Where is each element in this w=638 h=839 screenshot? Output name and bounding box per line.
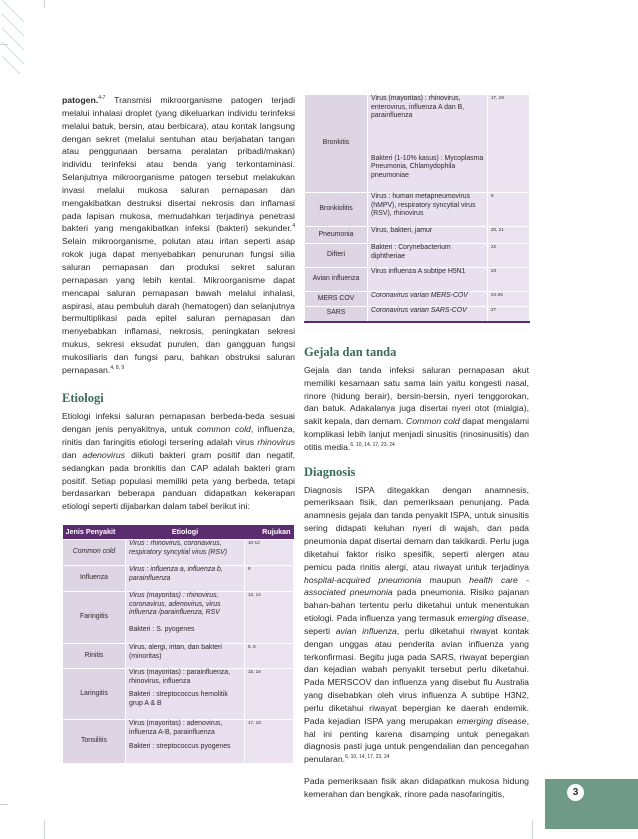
paragraph-text: Gejala dan tanda infeksi saluran pernapasan akut memiliki kesamaan satu sama lain yaitu kongesti nasal, rinore (hidung berair), bersin-bersin, nyeri tenggorokan, dan batuk. Adakalanya juga disertai nyeri otot (mialgia), sakit kepala, dan demam.	[304, 364, 529, 427]
page-number: 3	[567, 784, 584, 801]
citation: 6, 10, 14, 17, 23, 24	[350, 442, 395, 449]
reference-cell: 8	[488, 193, 530, 227]
term: emerging disease	[457, 613, 527, 624]
corner-decoration	[0, 0, 28, 100]
table-row	[305, 268, 530, 292]
crop-mark	[0, 804, 8, 805]
table-row	[305, 244, 530, 268]
term: rhinovirus	[257, 437, 295, 448]
paragraph-text: Transmisi mikroorganisme patogen terjadi melalui inhalasi droplet (yang dikeluarkan individu terinfeksi melalui batuk, bersin, atau berbicara), atau kontak langsung dengan sekret (melalui sentuhan atau berjabatan tangan atau penggunaan bersama peralatan pribadi/makan) individu terinfeksi atau benda yang terkontaminasi. Selanjutnya mikroorganisme patogen tersebut melakukan invasi melalui mukosa saluran pernapasan dan mengakibatkan destruksi disertai nekrosis dan inflamasi pada lapisan mukosa, memudahkan terjadinya penetrasi bakteri yang mengakibatkan infeksi (bakteri) sekunder.	[62, 95, 295, 234]
crop-mark	[44, 820, 45, 839]
disease-cell: Laringitis	[63, 669, 126, 720]
term: common cold	[197, 424, 251, 435]
etiology-cell: Coronavirus varian MERS-COV	[368, 292, 488, 307]
left-column	[62, 94, 295, 513]
disease-cell: Faringitis	[63, 592, 126, 644]
disease-cell: Pneumonia	[305, 227, 368, 244]
crop-mark	[0, 44, 8, 45]
heading-diagnosis: Diagnosis	[304, 464, 356, 479]
table-row	[63, 566, 294, 592]
column-header: Jenis Penyakit	[63, 525, 126, 540]
crop-mark	[44, 0, 45, 8]
etiology-cell: Coronavirus varian SARS-COV	[368, 307, 488, 322]
paragraph-transmission	[62, 94, 295, 377]
paragraph-etiologi	[62, 410, 295, 513]
disease-cell: Avian influenza	[305, 268, 368, 292]
disease-cell: Rinitis	[63, 644, 126, 669]
reference-cell: 20, 21	[488, 227, 530, 244]
table-row	[305, 193, 530, 227]
table-row	[63, 669, 294, 720]
etiology-cell: Virus, bakteri, jamur	[368, 227, 488, 244]
term: hospital-acquired pneumonia	[304, 574, 422, 585]
right-column	[304, 346, 529, 801]
disease-cell: Bronkiolitis	[305, 193, 368, 227]
etiology-virus: Virus (mayoritas) : parainfluenza, rhinovirus, influenza	[129, 669, 230, 685]
reference-cell: 23	[488, 268, 530, 292]
paragraph-text: diikuti bakteri gram positif dan negatif, sedangkan pada bronkitis dan CAP adalah bakteri gram positif. Setiap populasi memiliki peta yang berbeda, tetapi berdasarkan beberapa panduan didapatkan kekerapan etiologi seperti dijabarkan dalam tabel berikut ini:	[62, 449, 295, 512]
etiology-cell	[368, 95, 488, 193]
reference-cell: 15, 16	[245, 669, 294, 720]
citation: 4, 8, 9	[110, 364, 125, 371]
paragraph-pemeriksaan: Pada pemeriksaan fisik akan didapatkan mukosa hidung kemerahan dan bengkak, rinore pada nasofaringitis,	[304, 776, 529, 799]
etiology-virus: Virus (mayoritas) : rhinovirus, enterovirus, influenza A dan B, parainfluenza	[371, 95, 465, 120]
term: Common cold	[405, 416, 460, 427]
citation: 4-7	[98, 95, 106, 102]
paragraph-text: , seperti	[304, 613, 529, 636]
reference-cell: 27	[488, 307, 530, 322]
table-row	[63, 540, 294, 566]
paragraph-text: , influenza, rinitis dan faringitis etiologi tersering adalah virus	[62, 424, 295, 448]
disease-cell: Influenza	[63, 566, 126, 592]
disease-cell: Bronkitis	[305, 95, 368, 193]
heading-etiologi: Etiologi	[62, 390, 104, 405]
etiology-cell	[126, 720, 245, 764]
table-row	[63, 644, 294, 669]
reference-cell: 13, 14	[245, 592, 294, 644]
disease-cell: Common cold	[63, 540, 126, 566]
disease-cell: Difteri	[305, 244, 368, 268]
heading-gejala: Gejala dan tanda	[304, 345, 397, 359]
column-header: Rujukan	[245, 525, 294, 540]
paragraph-text: , hal ini penting karena disamping untuk penegakan diagnosis pasti juga untuk pengendalian dan pencegahan penularan.	[304, 715, 529, 765]
citation: 4	[292, 223, 295, 230]
table-row	[305, 95, 530, 193]
reference-cell: 24-26	[488, 292, 530, 307]
etiology-table-continued	[304, 94, 530, 323]
etiology-cell: Virus : rhinovirus, coronavirus, respiratory syncytial virus (RSV)	[126, 540, 245, 566]
reference-cell: 17, 18	[245, 720, 294, 764]
table-row	[305, 307, 530, 322]
reference-cell: 10-12	[245, 540, 294, 566]
etiology-cell	[126, 592, 245, 644]
etiology-bacteria: Bakteri : streptococcus hemolitik grup A & B	[129, 691, 228, 707]
page-number-tab	[545, 779, 638, 829]
paragraph-text: , perlu diketahui riwayat kontak dengan unggas atau penderita avian influenza yang terkonfirmasi. Begitu juga pada SARS, riwayat bepergian dan kejadian wabah penyakit tersebut perlu diketahui. Pada MERSCOV dan influenza yang disebut flu Australia yang disebabkan oleh virus influenza A subtipe H3N2, perlu diketahui riwayat bepergian ke daerah endemik. Pada kejadian ISPA yang merupakan	[304, 625, 529, 726]
disease-cell: Tonsilitis	[63, 720, 126, 764]
column-header: Etiologi	[126, 525, 245, 540]
paragraph-diagnosis	[304, 484, 529, 767]
term: adenovirus	[82, 449, 126, 460]
etiology-bacteria: Bakteri : S. pyogenes	[129, 625, 195, 633]
reference-cell: 17, 19	[488, 95, 530, 193]
etiology-cell: Virus, alergi, iritan, dan bakteri (minoritas)	[126, 644, 245, 669]
etiology-cell: Bakteri : Corynebacterium diphtheriae	[368, 244, 488, 268]
etiology-cell: Virus : human metapneumovirus (hMPV), respiratory syncytial virus (RSV), rhinovirus	[368, 193, 488, 227]
table-row	[63, 720, 294, 764]
etiology-cell	[126, 669, 245, 720]
term: health care - associated pneumonia	[304, 574, 529, 598]
paragraph-gejala	[304, 364, 529, 454]
paragraph-text: dan	[62, 449, 83, 460]
etiology-bacteria: Bakteri (1-10% kasus) : Mycoplasma Pneumonia, Chlamydophila pneumoniae	[371, 154, 484, 179]
paragraph-text: Selain mikroorganisme, polutan atau iritan seperti asap rokok juga dapat menyebabkan penurunan fungsi silia saluran pernapasan dan produksi sekret saluran pernapasan yang lebih kental. Mikroorganisme dapat mencapai saluran pernapasan bawah melalui inhalasi, aspirasi, atau pembuluh darah (hematogen) dan selanjutnya bermultiplikasi pada epitel saluran pernapasan dan menyebabkan inflamasi, nekrosis, peningkatan sekresi mukus, sekresi eksudat purulen, dan gangguan fungsi mukosiliaris dan fungsi paru, bahkan obstruksi saluran pernapasan.	[62, 236, 295, 375]
etiology-virus: Virus (mayoritas) : rhinovirus, coronavirus, adenovirus, virus influenza /parainfluenza, RSV	[129, 592, 221, 617]
reference-cell: 8	[245, 566, 294, 592]
crop-mark	[532, 820, 533, 839]
reference-cell: 22	[488, 244, 530, 268]
table-row	[305, 227, 530, 244]
etiology-cell: Virus : influenza a, influenza b, parainfluenza	[126, 566, 245, 592]
disease-cell: MERS COV	[305, 292, 368, 307]
paragraph-text: pada pneumonia. Risiko pajanan bahan-bahan tertentu perlu diketahui untuk menentukan etiologi. Pada influenza yang termasuk	[304, 587, 529, 624]
table-row	[63, 592, 294, 644]
table-row	[305, 292, 530, 307]
etiology-virus: Virus (mayoritas) : adenovirus, influenza A-B, parainfluenza	[129, 720, 223, 736]
term: emerging disease	[456, 715, 527, 726]
lead-word: patogen.	[62, 95, 99, 105]
etiology-cell: Virus influenza A subtipe H5N1	[368, 268, 488, 292]
disease-cell: SARS	[305, 307, 368, 322]
paragraph-text: Etiologi infeksi saluran pernapasan berbeda-beda sesuai dengan jenis penyakitnya, untuk	[62, 411, 295, 435]
reference-cell: 5, 6	[245, 644, 294, 669]
term: avian influenza	[335, 625, 397, 636]
etiology-bacteria: Bakteri : streptococcus pyogenes	[129, 743, 231, 751]
paragraph-text: dapat mengalami komplikasi lebih lanjut menjadi sinusitis (rinosinusitis) dan otitis media.	[304, 416, 529, 452]
table-header-row	[63, 525, 294, 540]
paragraph-text: maupun	[421, 574, 470, 585]
etiology-table	[62, 525, 294, 764]
paragraph-text: Diagnosis ISPA ditegakkan dengan anamnesis, pemeriksaan fisik, dan pemeriksaan penunjang. Pada anamnesis gejala dan tanda penyakit ISPA, untuk sinusitis sering didapati keluhan nyeri di wajah, dan pada pneumonia dapat disertai demam dan takikardi. Perlu juga diketahui faktor risiko spesifik, seperti alergen atau pemicu pada rinitis alergi, atau riwayat untuk terjadinya	[304, 484, 529, 572]
citation: 6, 10, 14, 17, 23, 24	[345, 754, 390, 761]
